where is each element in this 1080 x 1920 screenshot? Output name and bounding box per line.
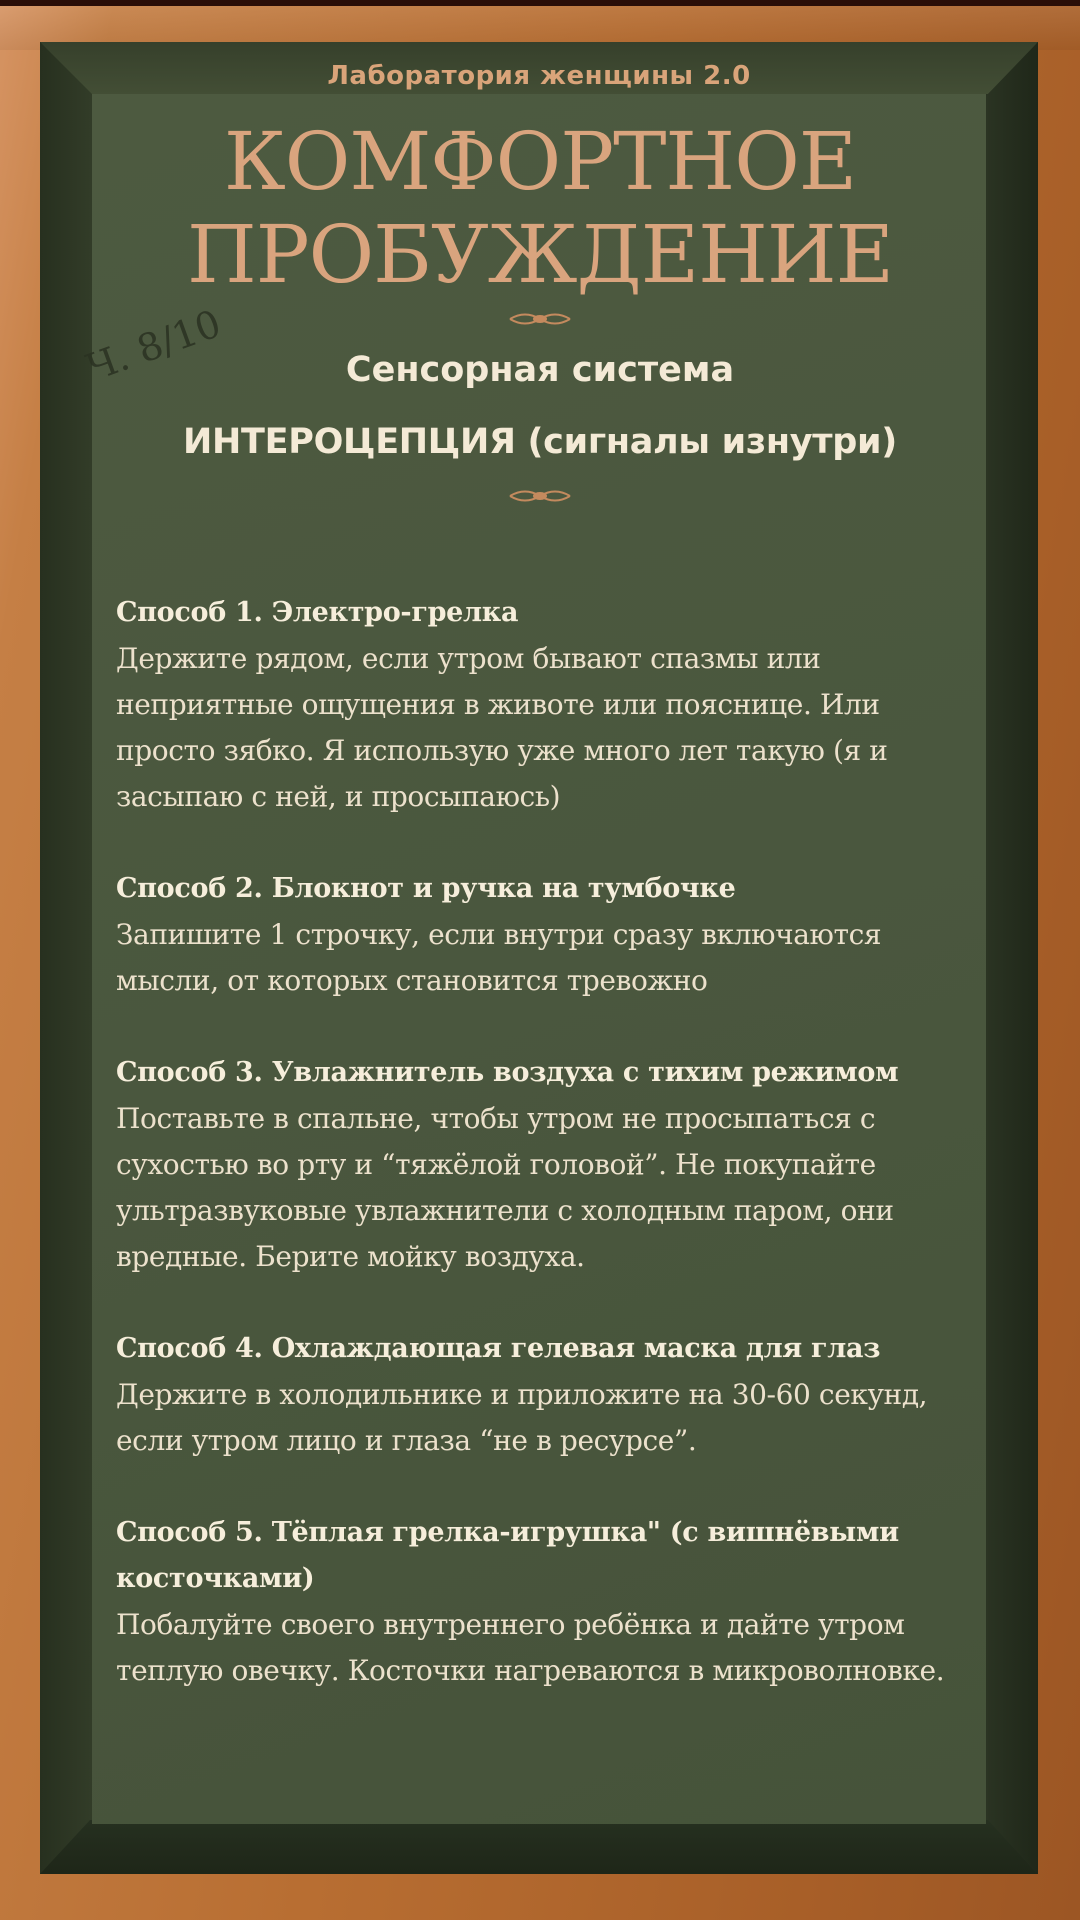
method-title: Способ 5. Тёплая грелка-игрушка" (с вишнёвыми косточками) <box>116 1517 899 1594</box>
method-text: Запишите 1 строчку, если внутри сразу включаются мысли, от которых становится тревожно <box>116 918 882 997</box>
method-title: Способ 4. Охлаждающая гелевая маска для глаз <box>116 1333 881 1364</box>
ornament-divider-bottom <box>184 489 896 503</box>
method-item <box>116 866 976 1004</box>
bevel-right <box>988 42 1038 1874</box>
method-item <box>116 1050 976 1280</box>
page-title-line-1: КОМФОРТНОЕ <box>223 115 857 208</box>
ornament-divider-top <box>184 312 896 326</box>
subtitle-line-2: ИНТЕРОЦЕПЦИЯ (сигналы изнутри) <box>183 422 897 462</box>
method-text: Поставьте в спальне, чтобы утром не просыпаться с сухостью во рту и “тяжёлой головой”. Не покупайте ультразвуковые увлажнители с холодным паром, они вредные. Берите мойку воздуха. <box>116 1102 894 1273</box>
part-number-tag: Ч. 8/10 <box>80 301 227 390</box>
method-title: Способ 2. Блокнот и ручка на тумбочке <box>116 873 736 904</box>
page-title-line-2: ПРОБУЖДЕНИЕ <box>186 208 894 301</box>
bevel-left <box>40 42 92 1874</box>
method-item <box>116 1510 976 1694</box>
method-title: Способ 1. Электро-грелка <box>116 597 519 628</box>
method-item <box>116 1326 976 1464</box>
subtitle-line-1: Сенсорная система <box>345 350 735 390</box>
method-text: Держите в холодильнике и приложите на 30-60 секунд, если утром лицо и глаза “не в ресурсе”. <box>116 1378 928 1457</box>
method-text: Побалуйте своего внутреннего ребёнка и дайте утром теплую овечку. Косточки нагреваются в микроволновке. <box>116 1608 945 1687</box>
methods-list <box>116 590 976 1740</box>
method-item <box>116 590 976 820</box>
bevel-bottom <box>40 1820 1038 1874</box>
brand-label: Лаборатория женщины 2.0 <box>327 61 751 91</box>
method-title: Способ 3. Увлажнитель воздуха с тихим режимом <box>116 1057 899 1088</box>
method-text: Держите рядом, если утром бывают спазмы или неприятные ощущения в животе или пояснице. Или просто зябко. Я использую уже много лет такую (я и засыпаю с ней, и просыпаюсь) <box>116 642 888 813</box>
